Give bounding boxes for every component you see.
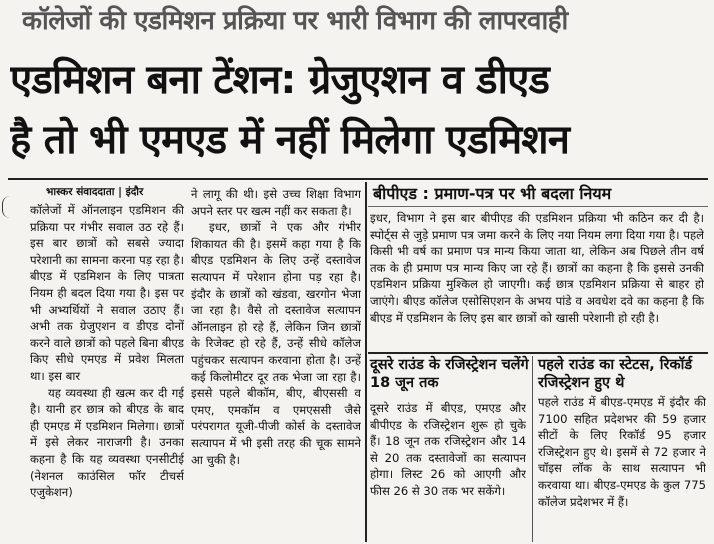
kicker-headline: कॉलेजों की एडमिशन प्रक्रिया पर भारी विभाग की लापरवाही bbox=[22, 6, 568, 36]
sidebar-box-body bbox=[370, 210, 704, 350]
byline: भास्कर संवाददाता | इंदौर bbox=[46, 186, 144, 198]
box-title-underline bbox=[368, 206, 708, 207]
column-1-paragraph-2: यह व्यवस्था ही खत्म कर दी गई है। यानी हर छात्र को बीएड के बाद ही एमएड में एडमिशन मिलेगा। छात्रों में इसे लेकर नाराजगी है। उनका कहना है कि यह व्यवस्था एनसीटीई (नेशनल काउंसिल फॉर टीचर्स एजुकेशन) bbox=[30, 385, 184, 500]
second-round-paragraph: दूसरे राउंड में बीएड, एमएड और बीपीएड के रजिस्ट्रेशन शुरू हो चुके हैं। 18 जून तक रजिस्ट्रेशन और 14 से 20 तक दस्तावेजों का सत्यापन होगा। लिस्ट 26 को आएगी और फीस 26 से 30 तक भर सकेंगे। bbox=[370, 401, 526, 498]
second-round-body bbox=[370, 400, 526, 542]
first-round-body bbox=[538, 394, 706, 542]
sidebar-box-title: बीपीएड : प्रमाण-पत्र पर भी बदला नियम bbox=[373, 184, 612, 203]
article-column-2 bbox=[191, 186, 361, 542]
column-1-paragraph-1: कॉलेजों में ऑनलाइन एडमिशन की प्रक्रिया पर गंभीर सवाल उठ रहे हैं। इस बार छात्रों को सबसे ज्यादा परेशानी का सामना करना पड़ रहा है। बीएड में एडमिशन के लिए पात्रता नियम ही बदल दिया गया है। इस पर भी अभ्यर्थियों ने सवाल उठाए हैं। अभी तक ग्रेजुएशन व डीएड दोनों करने वाले छात्रों को पहले बिना बीएड किए सीधे एमएड में प्रवेश मिलता था। इस बार bbox=[30, 203, 184, 383]
column-2-paragraph-2: इधर, छात्रों ने एक और गंभीर शिकायत की है। इसमें कहा गया है कि बीएड एडमिशन के लिए उन्हें दस्तावेज सत्यापन में परेशान होना पड़ रहा है। इंदौर के छात्रों को खंडवा, खरगोन भेजा जा रहा है। वैसे तो दस्तावेज सत्यापन ऑनलाइन हो रहे हैं, लेकिन जिन छात्रों के रिजेक्ट हो रहे हैं, उन्हें सीधे कॉलेज पहुंचकर सत्यापन करवाना होता है। उन्हें कई किलोमीटर दूर तक भेजा जा रहा है। इससे पहले बीकॉम, बीए, बीएससी व एमए, एमकॉम व एमएससी जैसे परंपरागत यूजी-पीजी कोर्स के दस्तावेज सत्यापन में भी इसी तरह की चूक सामने आ चुकी है। bbox=[191, 220, 361, 467]
headline-line-1: एडमिशन बना टेंशन: ग्रेजुएशन व डीएड bbox=[10, 57, 550, 103]
margin-hook-icon bbox=[2, 196, 13, 218]
column-divider bbox=[365, 182, 367, 542]
sub-column-divider bbox=[532, 356, 533, 542]
headline-line-2: है तो भी एमएड में नहीं मिलेगा एडमिशन bbox=[10, 117, 570, 163]
headline-divider bbox=[8, 178, 708, 180]
first-round-title: पहले राउंड का स्टेटस, रिकॉर्ड रजिस्ट्रेशन हुए थे bbox=[538, 357, 693, 391]
sidebar-box-paragraph: इधर, विभाग ने इस बार बीपीएड की एडमिशन प्रक्रिया भी कठिन कर दी है। स्पोर्ट्स से जुड़े प्रमाण पत्र जमा करने के लिए नया नियम लगा दिया गया है। पहले किसी भी वर्ष का प्रमाण पत्र मान्य किया जाता था, लेकिन अब पिछले तीन वर्ष तक के ही प्रमाण पत्र मान्य किए जा रहे हैं। छात्रों का कहना है कि इससे उनकी एडमिशन प्रक्रिया मुश्किल हो जाएगी। कई छात्र एडमिशन प्रक्रिया से बाहर हो जाएंगे। बीएड कॉलेज एसोसिएशन के अभय पांडे व अवधेश दवे का कहना है कि बीएड में एडमिशन के लिए इस बार छात्रों को खासी परेशानी हो रही है। bbox=[370, 211, 704, 325]
box-bottom-divider bbox=[368, 352, 708, 354]
article-column-1 bbox=[30, 202, 184, 542]
main-headline bbox=[10, 52, 710, 172]
second-round-title: दूसरे राउंड के रजिस्ट्रेशन चलेंगे 18 जून तक bbox=[370, 357, 529, 391]
first-round-paragraph: पहले राउंड में बीएड-एमएड में इंदौर की 7100 सहित प्रदेशभर की 59 हजार सीटों के लिए रिकॉर्ड 95 हजार रजिस्ट्रेशन हुए थे। इसमें से 72 हजार ने चॉइस लॉक के साथ सत्यापन भी करवाया था। बीएड-एमएड के कुल 775 कॉलेज प्रदेशभर में हैं। bbox=[538, 395, 706, 509]
column-2-paragraph-1: ने लागू की थी। इसे उच्च शिक्षा विभाग अपने स्तर पर खत्म नहीं कर सकता है। bbox=[191, 187, 361, 218]
